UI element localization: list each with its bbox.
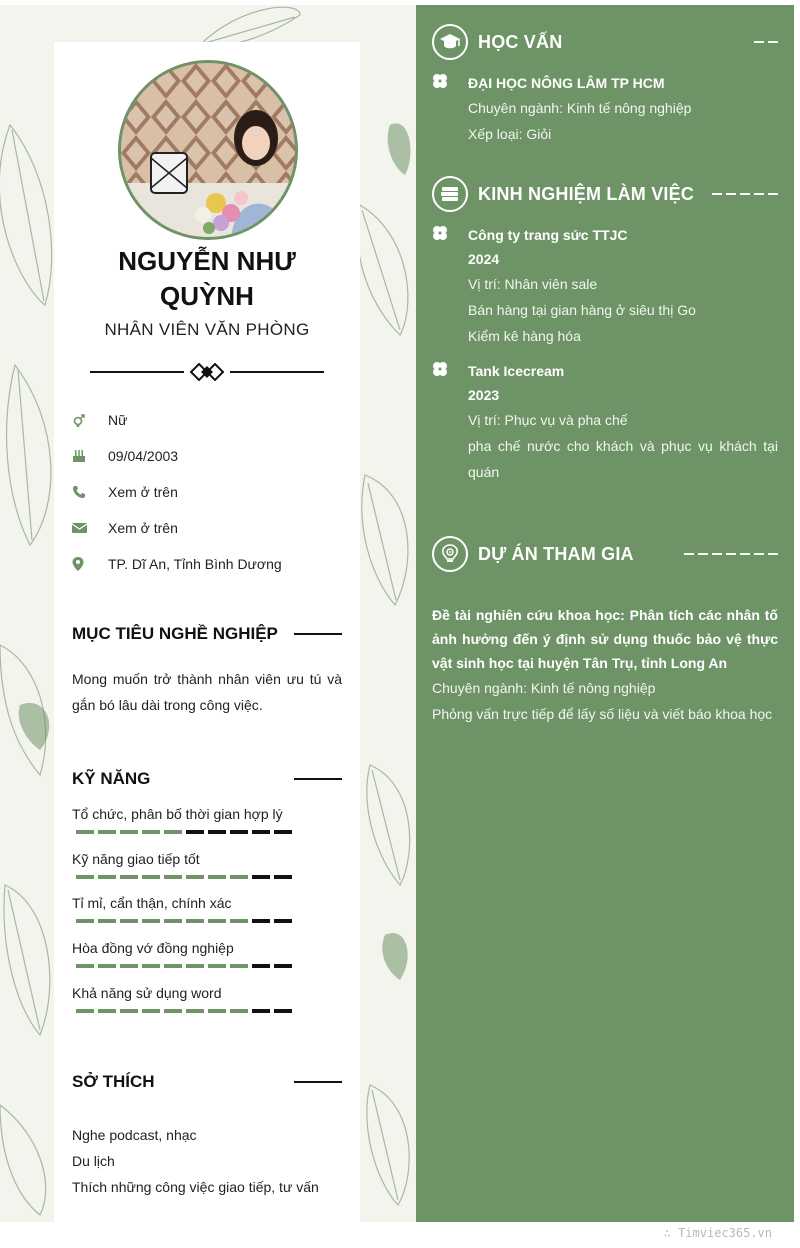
job-title: NHÂN VIÊN VĂN PHÒNG bbox=[104, 320, 310, 339]
rating-dash bbox=[98, 964, 116, 968]
skill-item bbox=[72, 985, 342, 1013]
skill-rating bbox=[72, 1009, 342, 1013]
clover-bullet-icon bbox=[432, 225, 448, 241]
rating-dash bbox=[98, 1009, 116, 1013]
rating-dash bbox=[120, 830, 138, 834]
personal-info bbox=[72, 402, 342, 582]
heading-dashes bbox=[712, 193, 778, 195]
job-detail: Kiểm kê hàng hóa bbox=[468, 328, 581, 344]
diamond-ornament-icon bbox=[190, 363, 224, 381]
school-name: ĐẠI HỌC NÔNG LÂM TP HCM bbox=[468, 75, 665, 91]
rating-dash bbox=[208, 830, 226, 834]
gender-icon bbox=[72, 412, 108, 428]
rating-dash bbox=[164, 919, 182, 923]
info-value: Xem ở trên bbox=[108, 484, 178, 500]
books-icon bbox=[432, 176, 468, 212]
projects-heading: DỰ ÁN THAM GIA bbox=[478, 543, 634, 564]
rating-dash bbox=[230, 875, 248, 879]
experience-heading: KINH NGHIỆM LÀM VIỆC bbox=[478, 183, 695, 204]
hobby-item: Thích những công việc giao tiếp, tư vấn bbox=[72, 1179, 319, 1195]
birthday-cake-icon bbox=[72, 448, 108, 464]
job-detail: Vị trí: Phục vụ và pha chế bbox=[468, 412, 628, 428]
rating-dash bbox=[208, 875, 226, 879]
skill-label: Tỉ mỉ, cẩn thận, chính xác bbox=[72, 895, 232, 911]
skill-rating bbox=[72, 919, 342, 923]
company-name: Tank Icecream bbox=[468, 363, 565, 379]
skills-header bbox=[72, 767, 342, 791]
skill-rating bbox=[72, 875, 342, 879]
skill-item bbox=[72, 940, 342, 968]
projects-header bbox=[432, 535, 778, 573]
info-value: TP. Dĩ An, Tỉnh Bình Dương bbox=[108, 556, 282, 572]
job-detail: Bán hàng tại gian hàng ở siêu thị Go bbox=[468, 302, 696, 318]
skill-item bbox=[72, 851, 342, 879]
rating-dash bbox=[76, 830, 94, 834]
project-title: Đề tài nghiên cứu khoa học: Phân tích các nhân tố ảnh hưởng đến ý định sử dụng thuốc bảo vệ thực vật sinh học tại huyện Tân Trụ, tỉnh Long An bbox=[432, 607, 778, 671]
heading-dashes bbox=[684, 553, 778, 555]
rating-dash bbox=[252, 964, 270, 968]
info-value: Nữ bbox=[108, 412, 128, 428]
rating-dash bbox=[252, 1009, 270, 1013]
project-detail: Chuyên ngành: Kinh tế nông nghiệp bbox=[432, 680, 656, 696]
rating-dash bbox=[186, 919, 204, 923]
rating-dash bbox=[186, 1009, 204, 1013]
rating-dash bbox=[230, 830, 248, 834]
info-phone bbox=[72, 474, 342, 510]
hobby-item: Nghe podcast, nhạc bbox=[72, 1127, 197, 1143]
rating-dash bbox=[76, 919, 94, 923]
rating-dash bbox=[98, 875, 116, 879]
skills-heading: KỸ NĂNG bbox=[72, 769, 151, 788]
skill-label: Tổ chức, phân bố thời gian hợp lý bbox=[72, 806, 283, 822]
rating-dash bbox=[186, 875, 204, 879]
phone-icon bbox=[72, 484, 108, 500]
rating-dash bbox=[120, 919, 138, 923]
rating-dash bbox=[252, 875, 270, 879]
skill-item bbox=[72, 806, 342, 834]
rating-dash bbox=[98, 830, 116, 834]
job-year: 2023 bbox=[468, 387, 500, 403]
rating-dash bbox=[208, 964, 226, 968]
info-value: 09/04/2003 bbox=[108, 448, 179, 464]
right-panel bbox=[416, 5, 794, 1222]
rating-dash bbox=[274, 1009, 292, 1013]
rating-dash bbox=[186, 830, 204, 834]
objective-heading: MỤC TIÊU NGHỀ NGHIỆP bbox=[72, 624, 278, 643]
experience-header bbox=[432, 175, 778, 213]
skill-item bbox=[72, 895, 342, 923]
watermark: ∴ Timviec365.vn bbox=[663, 1226, 772, 1240]
hobbies-heading: SỞ THÍCH bbox=[72, 1072, 155, 1091]
lightbulb-gear-icon bbox=[432, 536, 468, 572]
rating-dash bbox=[142, 964, 160, 968]
rating-dash bbox=[230, 1009, 248, 1013]
job-detail: pha chế nước cho khách và phục vụ khách tại quán bbox=[468, 438, 778, 480]
info-birthday bbox=[72, 438, 342, 474]
experience-entry bbox=[432, 223, 778, 349]
rating-dash bbox=[76, 964, 94, 968]
info-value: Xem ở trên bbox=[108, 520, 178, 536]
rating-dash bbox=[164, 1009, 182, 1013]
info-email bbox=[72, 510, 342, 546]
project-entry bbox=[432, 603, 778, 727]
rating-dash bbox=[230, 964, 248, 968]
rating-dash bbox=[252, 919, 270, 923]
skill-label: Kỹ năng giao tiếp tốt bbox=[72, 851, 200, 867]
rating-dash bbox=[164, 964, 182, 968]
rating-dash bbox=[120, 1009, 138, 1013]
rating-dash bbox=[120, 875, 138, 879]
rating-dash bbox=[274, 919, 292, 923]
skill-rating bbox=[72, 830, 342, 834]
education-heading: HỌC VẤN bbox=[478, 31, 563, 52]
rating-dash bbox=[142, 919, 160, 923]
rating-dash bbox=[274, 964, 292, 968]
rating-dash bbox=[274, 830, 292, 834]
education-entry bbox=[432, 71, 778, 147]
hobbies-header bbox=[72, 1070, 342, 1094]
objective-header bbox=[72, 622, 342, 646]
rating-dash bbox=[164, 830, 182, 834]
location-pin-icon bbox=[72, 556, 108, 572]
heading-dashes bbox=[754, 41, 778, 43]
rating-dash bbox=[230, 919, 248, 923]
rating-dash bbox=[76, 1009, 94, 1013]
company-name: Công ty trang sức TTJC bbox=[468, 227, 628, 243]
objective-text: Mong muốn trở thành nhân viên ưu tú và gắn bó lâu dài trong công việc. bbox=[72, 671, 342, 713]
job-year: 2024 bbox=[468, 251, 500, 267]
info-gender bbox=[72, 402, 342, 438]
clover-bullet-icon bbox=[432, 361, 448, 377]
rating-dash bbox=[274, 875, 292, 879]
experience-entry bbox=[432, 359, 778, 485]
rating-dash bbox=[252, 830, 270, 834]
rating-dash bbox=[142, 830, 160, 834]
education-rank: Xếp loại: Giỏi bbox=[468, 126, 552, 142]
profile-card bbox=[54, 42, 360, 1222]
hobby-item: Du lịch bbox=[72, 1153, 115, 1169]
rating-dash bbox=[76, 875, 94, 879]
hobbies-list bbox=[72, 1122, 342, 1200]
rating-dash bbox=[208, 919, 226, 923]
education-header bbox=[432, 23, 778, 61]
rating-dash bbox=[164, 875, 182, 879]
graduation-cap-icon bbox=[432, 24, 468, 60]
rating-dash bbox=[98, 919, 116, 923]
avatar bbox=[118, 60, 298, 240]
portrait-photo bbox=[121, 63, 298, 240]
rating-dash bbox=[142, 1009, 160, 1013]
project-detail: Phỏng vấn trực tiếp để lấy số liệu và viết báo khoa học bbox=[432, 706, 773, 722]
skill-rating bbox=[72, 964, 342, 968]
clover-bullet-icon bbox=[432, 73, 448, 89]
envelope-icon bbox=[72, 520, 108, 536]
name-divider bbox=[90, 362, 324, 382]
rating-dash bbox=[186, 964, 204, 968]
rating-dash bbox=[142, 875, 160, 879]
education-major: Chuyên ngành: Kinh tế nông nghiệp bbox=[468, 100, 692, 116]
full-name: NGUYỄN NHƯ QUỲNH bbox=[118, 246, 296, 311]
job-detail: Vị trí: Nhân viên sale bbox=[468, 276, 598, 292]
skill-label: Hòa đồng vớ đồng nghiệp bbox=[72, 940, 234, 956]
rating-dash bbox=[120, 964, 138, 968]
rating-dash bbox=[208, 1009, 226, 1013]
skill-label: Khả năng sử dụng word bbox=[72, 985, 222, 1001]
info-address bbox=[72, 546, 342, 582]
